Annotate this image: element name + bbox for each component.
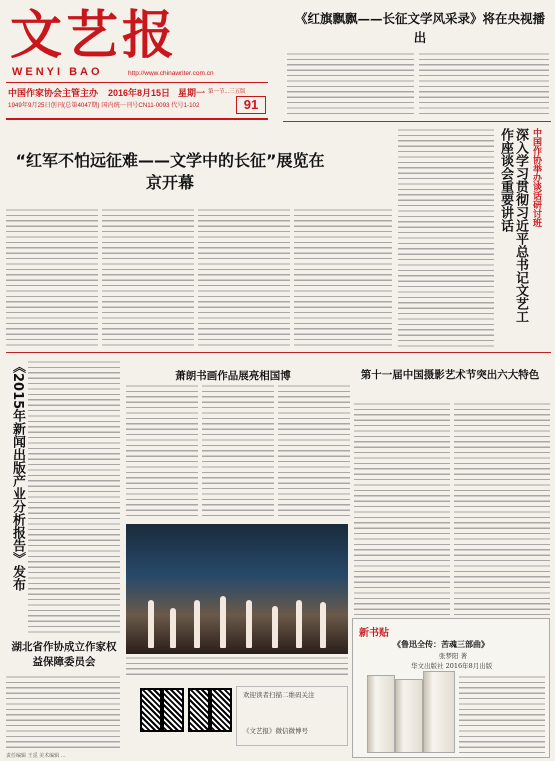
main-body-col2 (102, 208, 194, 348)
main-body-col1 (6, 208, 98, 348)
masthead-pinyin: WENYI BAO (12, 66, 103, 78)
top-right-body-col1 (287, 52, 414, 118)
masthead-info-line: 1949年9月25日创刊(总第4047期) 国内统一刊号CN11-0093 代号1-102 (8, 102, 200, 109)
masthead-issue: 91 (236, 96, 266, 114)
qr-caption: 欢迎读者扫描二维码关注 (243, 691, 315, 699)
photo-award-col1 (354, 402, 450, 616)
masthead-date: 2016年8月15日 (108, 88, 171, 98)
book-cover (395, 679, 423, 753)
hubei-body (6, 675, 120, 751)
hubei-headline[interactable]: 湖北省作协成立作家权益保障委员会 (11, 641, 117, 668)
top-right-body-col2 (419, 52, 549, 118)
book-cover (423, 671, 455, 753)
new-book-label: 新书贴 (359, 628, 389, 639)
side-body (398, 128, 494, 348)
report-body (28, 360, 120, 636)
qr-code[interactable] (140, 688, 184, 732)
book-cover (367, 675, 395, 753)
qr-caption: 《文艺报》微信微博号 (243, 727, 308, 735)
photo-award-headline[interactable]: 第十一届中国摄影艺术节突出六大特色 (360, 369, 540, 381)
masthead-weekday: 星期一 (178, 88, 206, 98)
main-body-col3 (198, 208, 290, 348)
masthead-url[interactable]: http://www.chinawriter.com.cn (128, 70, 214, 77)
new-book-author: 张梦阳 著 (439, 652, 468, 660)
xiao-body-col3 (278, 384, 350, 520)
top-right-headline[interactable]: 《红旗飘飘——长征文学风采录》将在央视播出 (294, 11, 545, 45)
masthead-bottom-rule (6, 118, 268, 120)
report-headline[interactable]: 《2015年新闻出版产业分析报告》发布 (10, 360, 25, 592)
new-book-box (352, 618, 550, 758)
masthead-rule (6, 82, 268, 83)
photo-award-col2 (454, 402, 550, 616)
new-book-body (459, 675, 545, 753)
main-headline[interactable]: “红军不怕远征难——文学中的长征”展览在京开幕 (15, 151, 325, 192)
stage-photo (126, 524, 348, 654)
new-book-title[interactable]: 《鲁迅全传：苦魂三部曲》 (393, 640, 489, 649)
main-body-col4 (294, 208, 392, 348)
xiao-body-col1 (126, 384, 198, 520)
footer-left: 责任编辑 王觅 美术编辑 ... (6, 753, 66, 759)
qr-code[interactable] (188, 688, 232, 732)
xiao-headline[interactable]: 萧朗书画作品展亮相国博 (175, 370, 291, 382)
new-book-publisher: 华文出版社 2016年8月出版 (411, 662, 493, 670)
xiao-body-col2 (202, 384, 274, 520)
divider (6, 352, 551, 353)
masthead-title: 文艺报 (10, 5, 179, 66)
qr-slogan-box (236, 686, 348, 746)
masthead-org: 中国作家协会主管主办 (8, 88, 99, 98)
side-sub-headline: 中国作协举办谈话研讨班 (531, 128, 541, 227)
stage-photo-caption (126, 656, 348, 678)
side-headline[interactable]: 深入学习贯彻习近平总书记文艺工作座谈会重要讲话 (498, 128, 528, 323)
divider (283, 121, 551, 122)
masthead-issue-label: 第一节...三五版 (208, 89, 246, 95)
